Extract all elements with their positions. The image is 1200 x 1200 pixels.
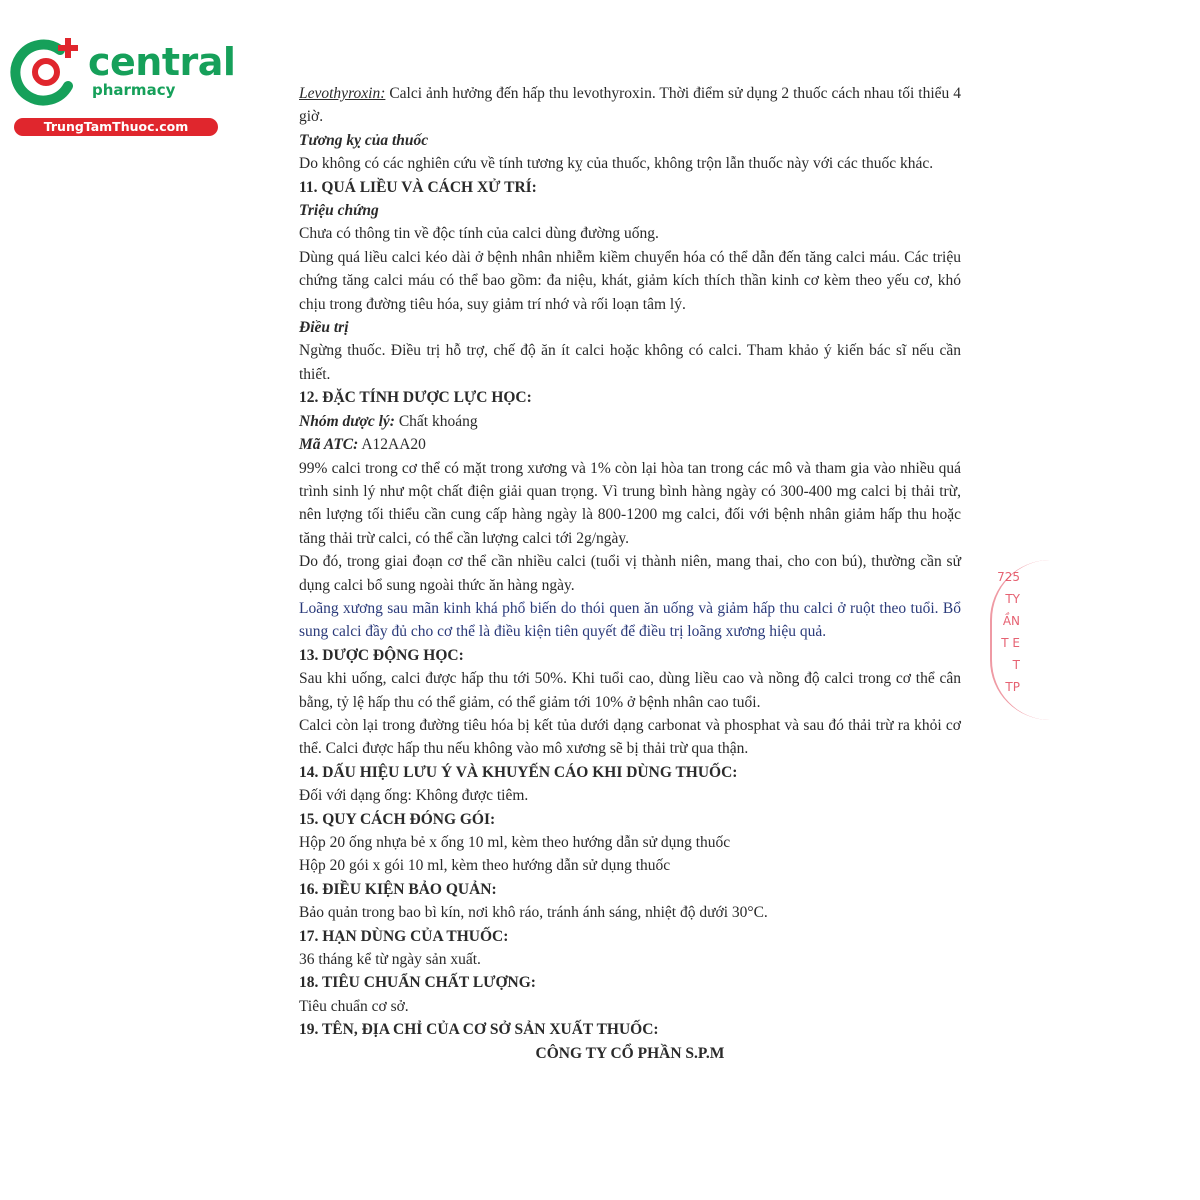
pharmacological-group-label: Nhóm dược lý: xyxy=(299,412,395,430)
stamp-line: TY xyxy=(1005,592,1020,606)
s16-paragraph-1: Bảo quản trong bao bì kín, nơi khô ráo, tránh ánh sáng, nhiệt độ dưới 30°C. xyxy=(299,904,768,922)
levothyroxin-label: Levothyroxin: xyxy=(299,85,386,102)
logo-name: central xyxy=(88,40,236,84)
document-body xyxy=(299,82,961,1065)
red-stamp-fragment xyxy=(990,566,1020,716)
atc-code-label: Mã ATC: xyxy=(299,436,359,454)
pharmacological-group xyxy=(299,410,961,433)
section-14-title: 14. DẤU HIỆU LƯU Ý VÀ KHUYẾN CÁO KHI DÙNG THUỐC: xyxy=(299,763,738,781)
incompatibility-text: Do không có các nghiên cứu về tính tương kỵ của thuốc, không trộn lẫn thuốc này với các thuốc khác. xyxy=(299,155,934,173)
s18-paragraph-1: Tiêu chuẩn cơ sở. xyxy=(299,997,409,1015)
s15-paragraph-2: Hộp 20 gói x gói 10 ml, kèm theo hướng dẫn sử dụng thuốc xyxy=(299,857,671,875)
s14-paragraph-1: Đối với dạng ống: Không được tiêm. xyxy=(299,787,529,805)
s12-paragraph-1: 99% calci trong cơ thể có mặt trong xương và 1% còn lại hòa tan trong các mô và tham gia vào nhiều quá trình sinh lý như một chất điện giải quan trọng. Vì trung bình hàng ngày có 300-400 mg calci bị thải trừ, nên lượng tối thiểu cần cung cấp hàng ngày là 800-1200 mg calci, đối với bệnh nhân giảm hấp thu hoặc tăng thải trừ calci, có thể cần lượng calci tới 2g/ngày. xyxy=(299,459,961,547)
section-13-title: 13. DƯỢC ĐỘNG HỌC: xyxy=(299,646,464,664)
s15-paragraph-1: Hộp 20 ống nhựa bẻ x ống 10 ml, kèm theo hướng dẫn sử dụng thuốc xyxy=(299,834,731,851)
incompatibility-heading: Tương kỵ của thuốc xyxy=(299,131,429,149)
section-15-title: 15. QUY CÁCH ĐÓNG GÓI: xyxy=(299,810,496,828)
levothyroxin-text: Calci ảnh hưởng đến hấp thu levothyroxin. Thời điểm sử dụng 2 thuốc cách nhau tối thiểu 4 giờ. xyxy=(299,85,961,126)
section-12-title: 12. ĐẶC TÍNH DƯỢC LỰC HỌC: xyxy=(299,389,532,407)
stamp-line: T E xyxy=(1001,636,1020,650)
s17-paragraph-1: 36 tháng kể từ ngày sản xuất. xyxy=(299,951,481,969)
s11-paragraph-3: Ngừng thuốc. Điều trị hỗ trợ, chế độ ăn ít calci hoặc không có calci. Tham khảo ý kiến bác sĩ nếu cần thiết. xyxy=(299,342,961,383)
s13-paragraph-1: Sau khi uống, calci được hấp thu tới 50%. Khi tuổi cao, dùng liều cao và nồng độ calci trong cơ thể cân bằng, tỷ lệ hấp thu có thể giảm, có thể giảm tới 10% ở bệnh nhân cao tuổi. xyxy=(299,670,961,711)
s11-paragraph-2: Dùng quá liều calci kéo dài ở bệnh nhân nhiễm kiềm chuyển hóa có thể dẫn đến tăng calci máu. Các triệu chứng tăng calci máu có thể bao gồm: đa niệu, khát, giảm kích thích thần kinh cơ kèm theo yếu cơ, khó chịu trong đường tiêu hóa, suy giảm trí nhớ và rối loạn tâm lý. xyxy=(299,248,961,313)
levothyroxin-paragraph xyxy=(299,82,961,129)
atc-code-value: A12AA20 xyxy=(358,436,426,454)
s11-paragraph-1: Chưa có thông tin về độc tính của calci dùng đường uống. xyxy=(299,225,659,243)
pharmacy-cross-icon xyxy=(10,36,82,108)
section-16-title: 16. ĐIỀU KIỆN BẢO QUẢN: xyxy=(299,880,497,898)
section-11-title: 11. QUÁ LIỀU VÀ CÁCH XỬ TRÍ: xyxy=(299,178,537,196)
treatment-heading: Điều trị xyxy=(299,319,349,337)
stamp-line: T xyxy=(1012,658,1020,672)
section-19-title: 19. TÊN, ĐỊA CHỈ CỦA CƠ SỞ SẢN XUẤT THUỐC: xyxy=(299,1021,659,1039)
s13-paragraph-2: Calci còn lại trong đường tiêu hóa bị kết tủa dưới dạng carbonat và phosphat và sau đó thải trừ ra khỏi cơ thể. Calci được hấp thu nếu không vào mô xương sẽ bị thải trừ qua thận. xyxy=(299,716,961,758)
atc-code xyxy=(299,433,961,456)
stamp-line: ẦN xyxy=(1002,614,1020,628)
stamp-line: 725 xyxy=(997,570,1020,584)
logo-subtitle: pharmacy xyxy=(92,81,176,99)
s12-paragraph-2: Do đó, trong giai đoạn cơ thể cần nhiều calci (tuổi vị thành niên, mang thai, cho con bú), thường cần sử dụng calci bổ sung ngoài thức ăn hàng ngày. xyxy=(299,553,961,594)
s12-paragraph-3: Loãng xương sau mãn kinh khá phổ biến do thói quen ăn uống và giảm hấp thu calci ở ruột theo tuổi. Bổ sung calci đầy đủ cho cơ thể là điều kiện tiên quyết để điều trị loãng xương hiệu quả. xyxy=(299,599,961,641)
symptoms-heading: Triệu chứng xyxy=(299,202,379,220)
stamp-line: TP xyxy=(1005,680,1020,694)
logo-url[interactable]: TrungTamThuoc.com xyxy=(14,118,218,136)
section-18-title: 18. TIÊU CHUẨN CHẤT LƯỢNG: xyxy=(299,974,536,992)
brand-logo[interactable] xyxy=(10,36,236,136)
section-17-title: 17. HẠN DÙNG CỦA THUỐC: xyxy=(299,927,509,945)
manufacturer-name: CÔNG TY CỔ PHẦN S.P.M xyxy=(535,1044,725,1062)
pharmacological-group-value: Chất khoáng xyxy=(394,412,478,430)
